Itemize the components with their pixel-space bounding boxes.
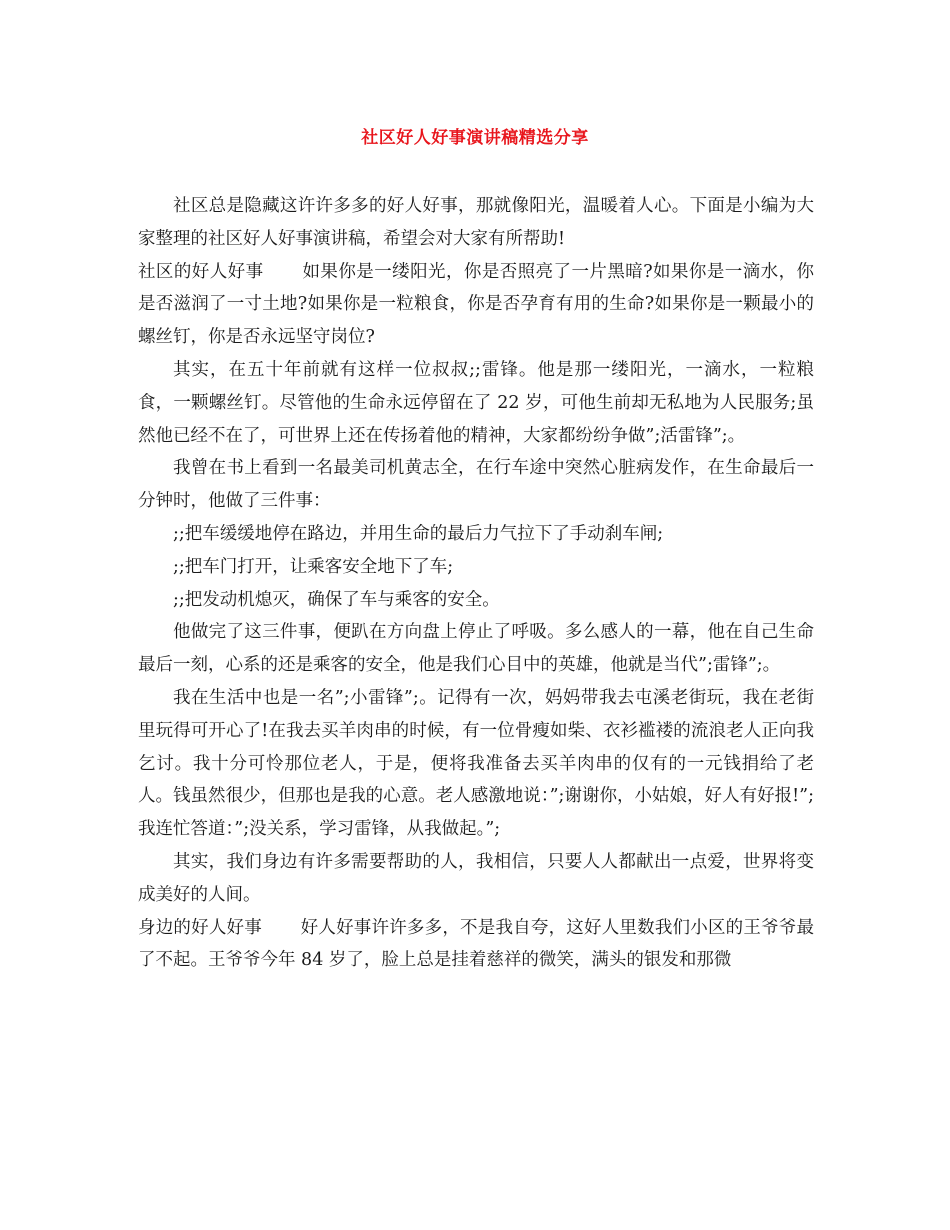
document-body bbox=[138, 190, 814, 977]
paragraph-text: 好人好事许许多多，不是我自夸，这好人里数我们小区的王爷爷最了不起。王爷爷今年 84 岁了，脸上总是挂着慈祥的微笑，满头的银发和那微 bbox=[138, 917, 815, 971]
section-heading: 社区的好人好事 bbox=[138, 261, 264, 282]
section-heading: 身边的好人好事 bbox=[138, 917, 262, 938]
paragraph bbox=[138, 846, 814, 912]
paragraph-text: 我在生活中也是一名”;小雷锋”;。记得有一次，妈妈带我去屯溪老街玩，我在老街里玩得可开心了!在我去买羊肉串的时候，有一位骨瘦如柴、衣衫褴褛的流浪老人正向我乞讨。我十分可怜那位老人，于是，便将我准备去买羊肉串的仅有的一元钱捐给了老人。钱虽然很少，但那也是我的心意。老人感激地说：”;谢谢你，小姑娘，好人有好报!”;我连忙答道：”;没关系，学习雷锋，从我做起。”; bbox=[138, 687, 814, 840]
paragraph bbox=[138, 354, 814, 452]
paragraph-text: 其实，我们身边有许多需要帮助的人，我相信，只要人人都献出一点爱，世界将变成美好的人间。 bbox=[138, 851, 814, 905]
paragraph-text: 我曾在书上看到一名最美司机黄志全，在行车途中突然心脏病发作，在生命最后一分钟时，他做了三件事： bbox=[138, 458, 814, 512]
paragraph bbox=[138, 616, 814, 682]
paragraph bbox=[138, 584, 814, 617]
paragraph bbox=[138, 551, 814, 584]
paragraph-text: 社区总是隐藏这许许多多的好人好事，那就像阳光，温暖着人心。下面是小编为大家整理的社区好人好事演讲稿，希望会对大家有所帮助! bbox=[138, 196, 814, 249]
paragraph-text: 他做完了这三件事，便趴在方向盘上停止了呼吸。多么感人的一幕，他在自己生命最后一刻，心系的还是乘客的安全，他是我们心目中的英雄，他就是当代”;雷锋”;。 bbox=[138, 622, 814, 676]
document-title: 社区好人好事演讲稿精选分享 bbox=[361, 128, 589, 148]
paragraph bbox=[138, 452, 814, 518]
paragraph-text: 其实，在五十年前就有这样一位叔叔;;雷锋。他是那一缕阳光，一滴水，一粒粮食，一颗螺丝钉。尽管他的生命永远停留在了 22 岁，可他生前却无私地为人民服务;虽然他已经不在了，可世界上还在传扬着他的精神，大家都纷纷争做”;活雷锋”;。 bbox=[138, 359, 814, 446]
paragraph-text: ;;把发动机熄灭，确保了车与乘客的安全。 bbox=[173, 589, 500, 610]
paragraph bbox=[138, 682, 814, 846]
paragraph bbox=[138, 518, 814, 551]
paragraph-text: ;;把车门打开，让乘客安全地下了车; bbox=[173, 556, 454, 577]
paragraph-section-1 bbox=[138, 256, 814, 354]
paragraph-text: ;;把车缓缓地停在路边，并用生命的最后力气拉下了手动刹车闸; bbox=[173, 523, 664, 544]
paragraph-text: 如果你是一缕阳光，你是否照亮了一片黑暗?如果你是一滴水，你是否滋润了一寸土地?如果你是一粒粮食，你是否孕育有用的生命?如果你是一颗最小的螺丝钉，你是否永远坚守岗位? bbox=[138, 261, 815, 348]
paragraph-section-2 bbox=[138, 912, 814, 978]
paragraph-intro bbox=[138, 190, 814, 256]
